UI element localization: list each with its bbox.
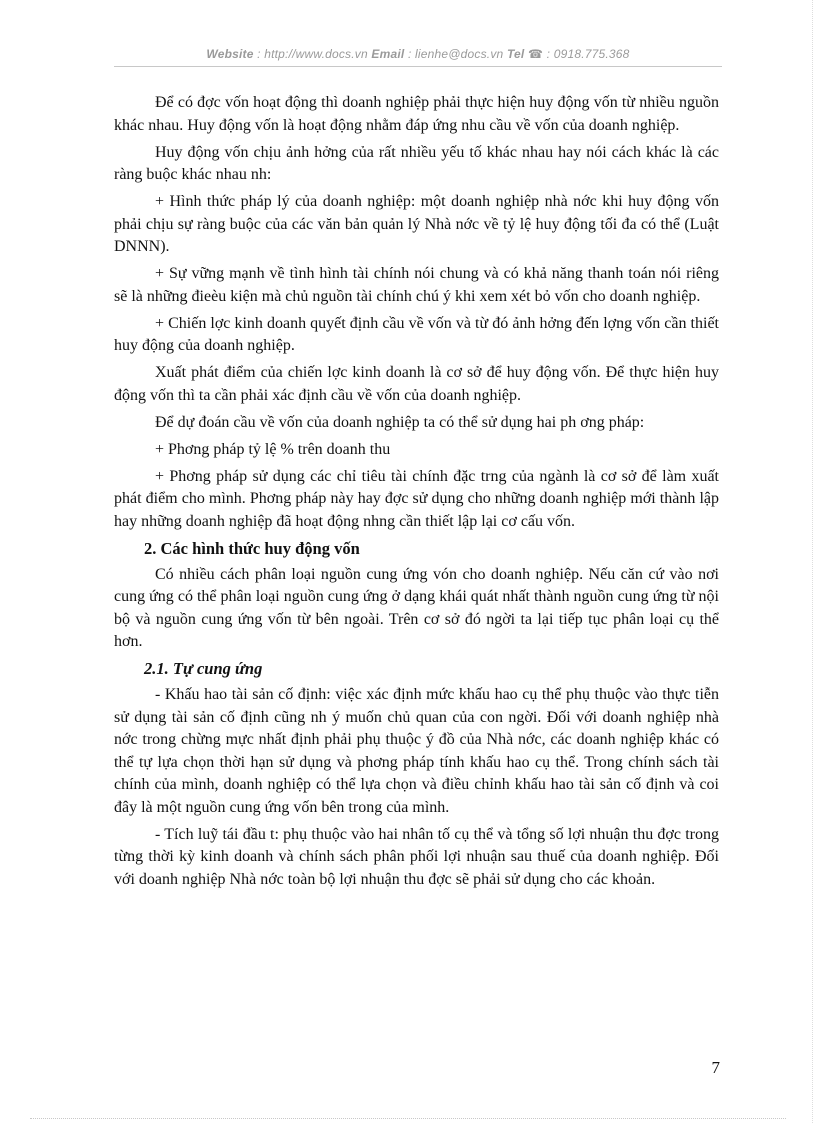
email-value: : lienhe@docs.vn — [404, 47, 507, 61]
body-paragraph: Để dự đoán cầu về vốn của doanh nghiệp ta có thể sử dụng hai ph ơng pháp: — [155, 413, 645, 431]
body-paragraph: Huy động vốn chịu ảnh hởng của rất nhiều yếu tố khác nhau hay nói cách khác là các ràng buộc khác nhau nh: — [114, 143, 719, 183]
body-paragraph: + Hình thức pháp lý của doanh nghiệp: một doanh nghiệp nhà nớc khi huy động vốn phải chịu sự ràng buộc của các văn bản quản lý Nhà nớc về tỷ lệ huy động tối đa có thể (Luật DNNN). — [114, 193, 719, 255]
page-header — [114, 47, 722, 61]
website-value: : http://www.docs.vn — [253, 47, 372, 61]
document-body — [114, 92, 719, 896]
body-paragraph: Để có đợc vốn hoạt động thì doanh nghiệp phải thực hiện huy động vốn từ nhiều nguồn khác nhau. Huy động vốn là hoạt động nhằm đáp ứng nhu cầu về vốn của doanh nghiệp. — [114, 94, 719, 134]
header-divider — [114, 66, 722, 67]
tel-label: Tel — [506, 47, 525, 61]
subsection-paragraph: - Tích luỹ tái đầu t: phụ thuộc vào hai nhân tố cụ thể và tổng số lợi nhuận thu đợc trong từng thời kỳ kinh doanh và chính sách phân phối lợi nhuận sau thuế của doanh nghiệp. Đối với doanh nghiệp Nhà nớc toàn bộ lợi nhuận thu đợc sẽ phải sử dụng cho các khoản. — [114, 825, 719, 888]
section-paragraph: Có nhiều cách phân loại nguồn cung ứng vón cho doanh nghiệp. Nếu căn cứ vào nơi cung ứng có thể phân loại nguồn cung ứng ở dạng khái quát nhất thành nguồn cung ứng từ nội bộ và nguồn cung ứng vốn từ bên ngoài. Trên cơ sở đó ngời ta lại tiếp tục phân loại cụ thể hơn. — [114, 565, 719, 650]
subsection-paragraph: - Khấu hao tài sản cố định: việc xác định mức khấu hao cụ thể phụ thuộc vào thực tiễn sử dụng tài sản cố định cũng nh ý muốn chủ quan của con ngời. Đối với doanh nghiệp nhà nớc trong chừng mực nhất định phải phụ thuộc ý đồ của Nhà nớc, các doanh nghiệp khác có thể tự lựa chọn thời hạn sử dụng và phơng pháp tính khấu hao cụ thể. Trong chính sách tài chính của mình, doanh nghiệp có thể lựa chọn và điều chỉnh khấu hao tài sản cố định và coi đây là một nguồn cung ứng vốn bên trong của mình. — [114, 686, 719, 816]
phone-icon: ☎ — [527, 47, 544, 61]
page-edge-divider — [812, 0, 813, 1123]
tel-value: : 0918.775.368 — [543, 47, 630, 61]
body-paragraph: Xuất phát điểm của chiến lợc kinh doanh là cơ sở để huy động vốn. Để thực hiện huy động vốn thì ta cần phải xác định cầu về vốn của doanh nghiệp. — [114, 364, 719, 404]
subsection-heading: 2.1. Tự cung ứng — [144, 659, 263, 678]
body-paragraph: + Phơng pháp sử dụng các chỉ tiêu tài chính đặc trng của ngành là cơ sở để làm xuất phát điểm cho mình. Phơng pháp này hay đợc sử dụng cho những doanh nghiệp mới thành lập hay những doanh nghiệp đã hoạt động nhng cần thiết lập lại cơ cấu vốn. — [114, 467, 719, 530]
body-paragraph: + Phơng pháp tỷ lệ % trên doanh thu — [155, 440, 391, 458]
section-heading: 2. Các hình thức huy động vốn — [144, 538, 360, 558]
footer-divider — [30, 1118, 786, 1119]
body-paragraph: + Chiến lợc kinh doanh quyết định cầu về vốn và từ đó ảnh hởng đến lợng vốn cần thiết huy động của doanh nghiệp. — [114, 314, 719, 354]
email-label: Email — [371, 47, 405, 61]
body-paragraph: + Sự vững mạnh về tình hình tài chính nói chung và có khả năng thanh toán nói riêng sẽ là những đieèu kiện mà chủ nguồn tài chính chú ý khi xem xét bỏ vốn cho doanh nghiệp. — [114, 265, 719, 305]
website-label: Website — [206, 47, 254, 61]
page-number: 7 — [711, 1058, 720, 1077]
